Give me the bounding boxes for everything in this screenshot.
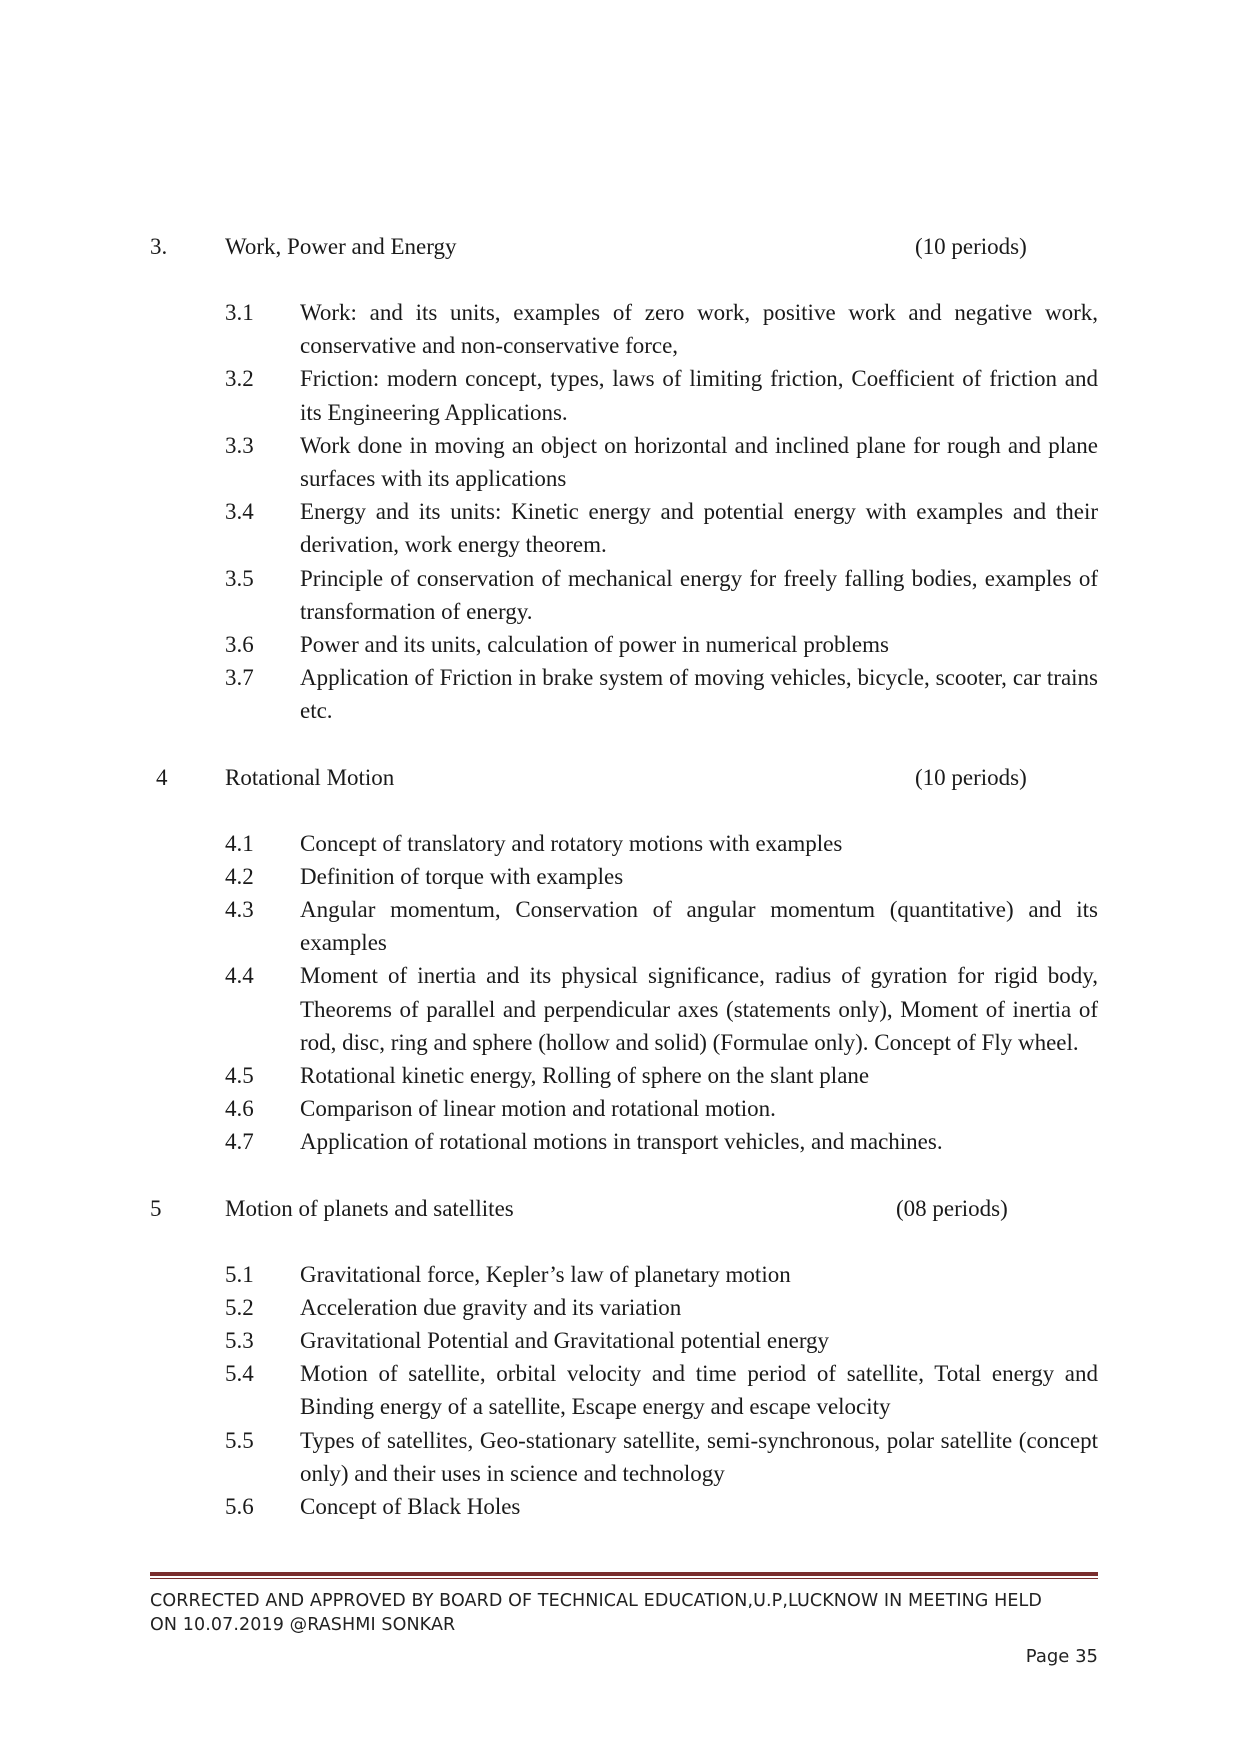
- topic-number: 4.7: [225, 1129, 254, 1155]
- topic-number: 4.3: [225, 897, 254, 923]
- unit-periods: (10 periods): [915, 234, 1027, 259]
- topic-number: 5.3: [225, 1328, 254, 1354]
- topic-number: 5.1: [225, 1261, 254, 1287]
- topic-number: 5.6: [225, 1494, 254, 1520]
- topic-list: [150, 296, 1098, 728]
- topic-text: Angular momentum, Conservation of angular momentum (quantitative) and its examples: [300, 897, 1098, 956]
- unit-title: Motion of planets and satellites: [225, 1195, 514, 1221]
- topic-list: [150, 827, 1098, 1159]
- topic-item: [150, 628, 1098, 661]
- topic-number: 3.2: [225, 366, 254, 392]
- unit-number: 3.: [150, 234, 168, 259]
- unit-section: [150, 1192, 1098, 1524]
- approval-line: CORRECTED AND APPROVED BY BOARD OF TECHNICAL EDUCATION,U.P,LUCKNOW IN MEETING HELD: [150, 1591, 1042, 1611]
- topic-text: Rotational kinetic energy, Rolling of sphere on the slant plane: [300, 1063, 870, 1089]
- topic-item: [150, 1490, 1098, 1523]
- topic-number: 3.6: [225, 632, 254, 658]
- topic-item: [150, 661, 1098, 727]
- topic-text: Gravitational force, Kepler’s law of planetary motion: [300, 1261, 791, 1287]
- unit-heading: [150, 230, 1098, 263]
- topic-number: 5.2: [225, 1294, 254, 1320]
- topic-item: [150, 1125, 1098, 1158]
- topic-text: Comparison of linear motion and rotational motion.: [300, 1096, 776, 1122]
- topic-text: Energy and its units: Kinetic energy and potential energy with examples and their derivation, work energy theorem.: [300, 499, 1098, 558]
- topic-number: 3.1: [225, 300, 254, 325]
- topic-item: [150, 1258, 1098, 1291]
- topic-number: 4.1: [225, 830, 254, 856]
- unit-heading: [150, 761, 1098, 794]
- topic-item: [150, 562, 1098, 628]
- topic-number: 4.2: [225, 863, 254, 889]
- topic-item: [150, 1291, 1098, 1324]
- topic-list: [150, 1258, 1098, 1524]
- topic-text: Acceleration due gravity and its variation: [300, 1294, 682, 1320]
- topic-text: Work: and its units, examples of zero work, positive work and negative work, conservative and non-conservative force,: [300, 300, 1098, 359]
- topic-item: [150, 1059, 1098, 1092]
- topic-number: 3.7: [225, 665, 254, 691]
- topic-text: Friction: modern concept, types, laws of limiting friction, Coefficient of friction and its Engineering Applications.: [300, 366, 1098, 425]
- topic-number: 4.5: [225, 1063, 254, 1089]
- topic-item: [150, 860, 1098, 893]
- unit-section: [150, 761, 1098, 1159]
- unit-title: Rotational Motion: [225, 764, 395, 790]
- topic-item: [150, 893, 1098, 959]
- approval-line: ON 10.07.2019 @RASHMI SONKAR: [150, 1615, 456, 1635]
- footer-rule-thick: [150, 1572, 1098, 1576]
- topic-item: [150, 827, 1098, 860]
- unit-periods: (08 periods): [896, 1195, 1008, 1221]
- topic-number: 3.5: [225, 565, 254, 591]
- topic-item: [150, 959, 1098, 1059]
- unit-title: Work, Power and Energy: [225, 234, 457, 259]
- topic-text: Concept of Black Holes: [300, 1494, 521, 1520]
- topic-item: [150, 1357, 1098, 1423]
- topic-text: Principle of conservation of mechanical energy for freely falling bodies, examples of transformation of energy.: [300, 565, 1098, 624]
- topic-text: Concept of translatory and rotatory motions with examples: [300, 830, 843, 856]
- topic-text: Definition of torque with examples: [300, 863, 624, 889]
- topic-text: Gravitational Potential and Gravitational potential energy: [300, 1328, 830, 1354]
- unit-number: 5: [150, 1195, 162, 1221]
- topic-number: 3.4: [225, 499, 254, 525]
- topic-number: 3.3: [225, 432, 254, 458]
- section-gap: [150, 728, 1098, 761]
- footer-rule-thin: [150, 1578, 1098, 1579]
- topic-number: 5.4: [225, 1361, 254, 1387]
- unit-section: [150, 230, 1098, 728]
- topic-text: Application of Friction in brake system of moving vehicles, bicycle, scooter, car trains etc.: [300, 665, 1098, 724]
- topic-text: Motion of satellite, orbital velocity and time period of satellite, Total energy and Binding energy of a satellite, Escape energy and escape velocity: [300, 1361, 1098, 1420]
- topic-item: [150, 296, 1098, 362]
- syllabus-content: [150, 230, 1098, 1523]
- topic-item: [150, 495, 1098, 561]
- topic-item: [150, 362, 1098, 428]
- topic-item: [150, 429, 1098, 495]
- topic-text: Moment of inertia and its physical significance, radius of gyration for rigid body, Theorems of parallel and perpendicular axes (statements only), Moment of inertia of rod, disc, ring and sphere (hollow and solid) (Formulae only). Concept of Fly wheel.: [300, 963, 1098, 1055]
- unit-periods: (10 periods): [915, 764, 1027, 790]
- topic-number: 4.4: [225, 963, 254, 989]
- page-number: Page 35: [1025, 1646, 1098, 1667]
- topic-item: [150, 1324, 1098, 1357]
- topic-text: Types of satellites, Geo-stationary satellite, semi-synchronous, polar satellite (concept only) and their uses in science and technology: [300, 1427, 1098, 1486]
- section-gap: [150, 1159, 1098, 1192]
- topic-text: Work done in moving an object on horizontal and inclined plane for rough and plane surfaces with its applications: [300, 432, 1098, 492]
- topic-item: [150, 1424, 1098, 1490]
- topic-number: 5.5: [225, 1427, 254, 1453]
- topic-text: Application of rotational motions in transport vehicles, and machines.: [300, 1129, 943, 1155]
- topic-item: [150, 1092, 1098, 1125]
- page-footer: [150, 1572, 1098, 1667]
- unit-number: 4: [156, 764, 168, 790]
- unit-heading: [150, 1192, 1098, 1225]
- approval-note: [150, 1589, 1098, 1637]
- topic-number: 4.6: [225, 1096, 254, 1122]
- topic-text: Power and its units, calculation of power in numerical problems: [300, 632, 889, 658]
